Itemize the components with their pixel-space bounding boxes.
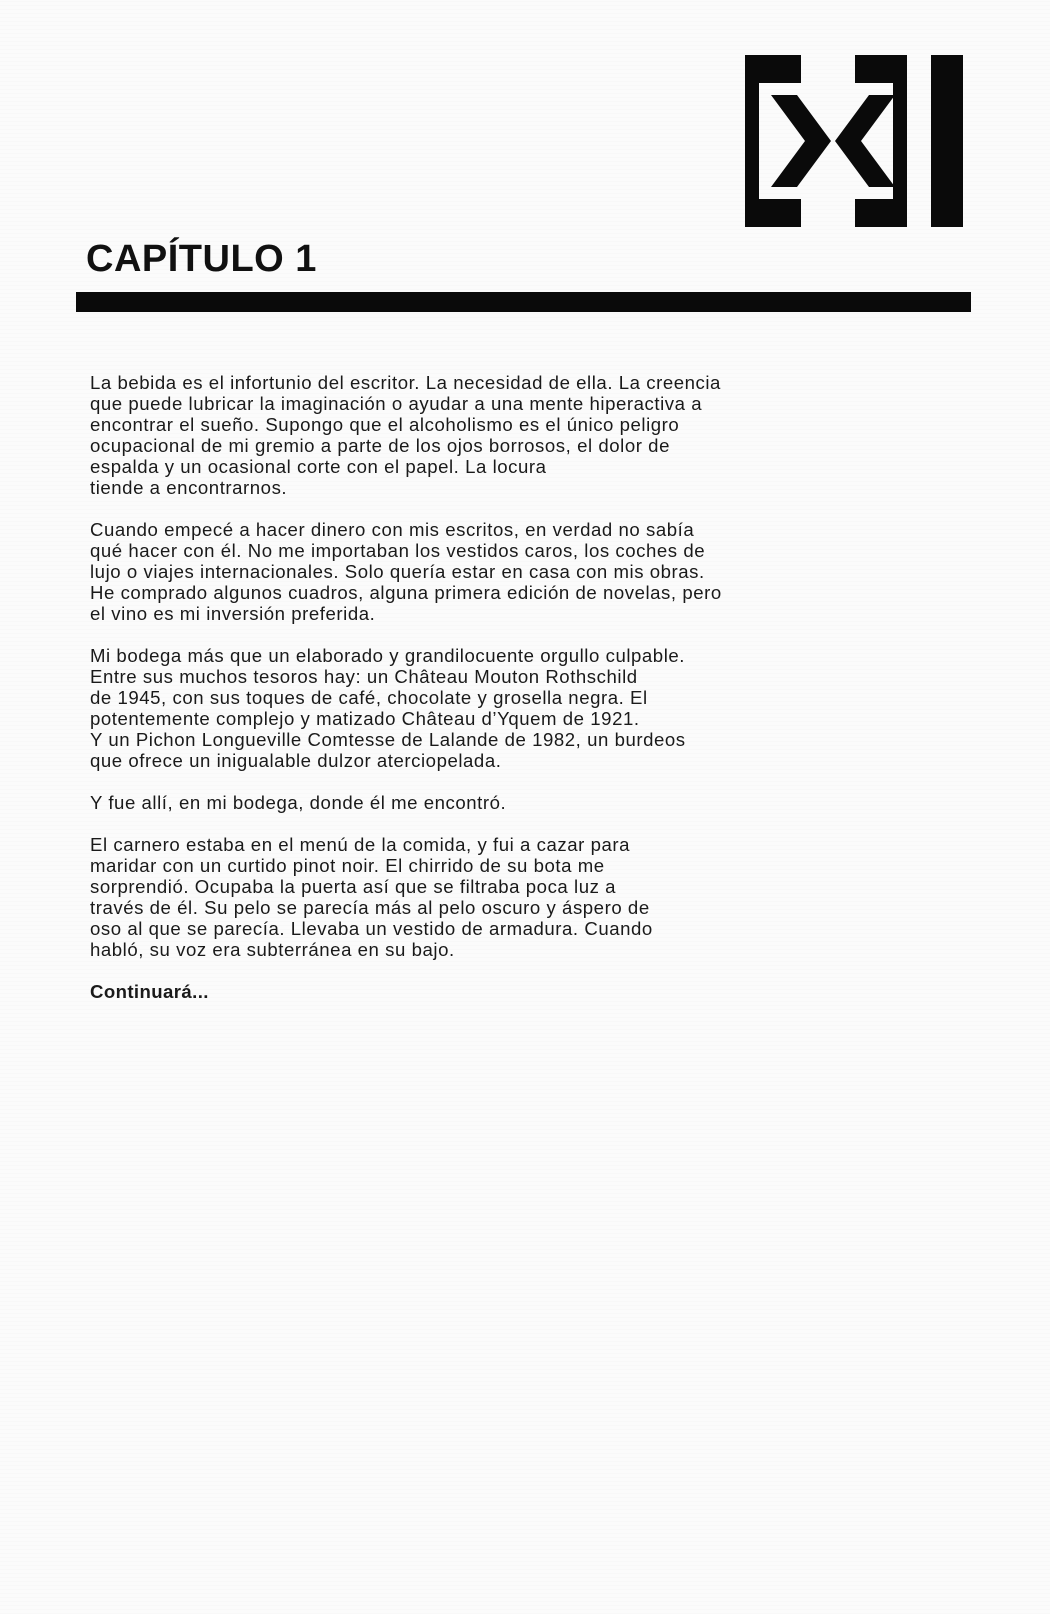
text-line: sorprendió. Ocupaba la puerta así que se filtraba poca luz a	[90, 876, 617, 897]
paragraph	[90, 792, 830, 813]
text-line: el vino es mi inversión preferida.	[90, 603, 376, 624]
text-line: Cuando empecé a hacer dinero con mis escritos, en verdad no sabía	[90, 519, 695, 540]
title-divider	[76, 292, 971, 312]
chapter-body	[90, 372, 830, 1023]
to-be-continued: Continuará...	[90, 981, 209, 1002]
x-bracket-logo-icon	[745, 55, 963, 227]
text-line: potentemente complejo y matizado Château d’Yquem de 1921.	[90, 708, 640, 729]
text-line: espalda y un ocasional corte con el papel. La locura	[90, 456, 547, 477]
text-line: Mi bodega más que un elaborado y grandilocuente orgullo culpable.	[90, 645, 685, 666]
text-line: maridar con un curtido pinot noir. El chirrido de su bota me	[90, 855, 605, 876]
text-line: qué hacer con él. No me importaban los vestidos caros, los coches de	[90, 540, 706, 561]
text-line: través de él. Su pelo se parecía más al pelo oscuro y áspero de	[90, 897, 650, 918]
text-line: tiende a encontrarnos.	[90, 477, 288, 498]
paragraph	[90, 834, 830, 960]
text-line: Entre sus muchos tesoros hay: un Château Mouton Rothschild	[90, 666, 638, 687]
text-line: lujo o viajes internacionales. Solo quería estar en casa con mis obras.	[90, 561, 705, 582]
paragraph	[90, 519, 830, 624]
text-line: Y fue allí, en mi bodega, donde él me encontró.	[90, 792, 507, 813]
paragraph	[90, 372, 830, 498]
text-line: encontrar el sueño. Supongo que el alcoholismo es el único peligro	[90, 414, 680, 435]
chapter-title: CAPÍTULO 1	[86, 238, 317, 280]
text-line: de 1945, con sus toques de café, chocolate y grosella negra. El	[90, 687, 648, 708]
text-line: La bebida es el infortunio del escritor. La necesidad de ella. La creencia	[90, 372, 721, 393]
text-line: Y un Pichon Longueville Comtesse de Lalande de 1982, un burdeos	[90, 729, 686, 750]
text-line: El carnero estaba en el menú de la comida, y fui a cazar para	[90, 834, 630, 855]
text-line: que ofrece un inigualable dulzor aterciopelada.	[90, 750, 502, 771]
text-line: oso al que se parecía. Llevaba un vestido de armadura. Cuando	[90, 918, 653, 939]
paragraph	[90, 645, 830, 771]
text-line: ocupacional de mi gremio a parte de los ojos borrosos, el dolor de	[90, 435, 670, 456]
text-line: He comprado algunos cuadros, alguna primera edición de novelas, pero	[90, 582, 722, 603]
text-line: habló, su voz era subterránea en su bajo.	[90, 939, 455, 960]
text-line: que puede lubricar la imaginación o ayudar a una mente hiperactiva a	[90, 393, 703, 414]
